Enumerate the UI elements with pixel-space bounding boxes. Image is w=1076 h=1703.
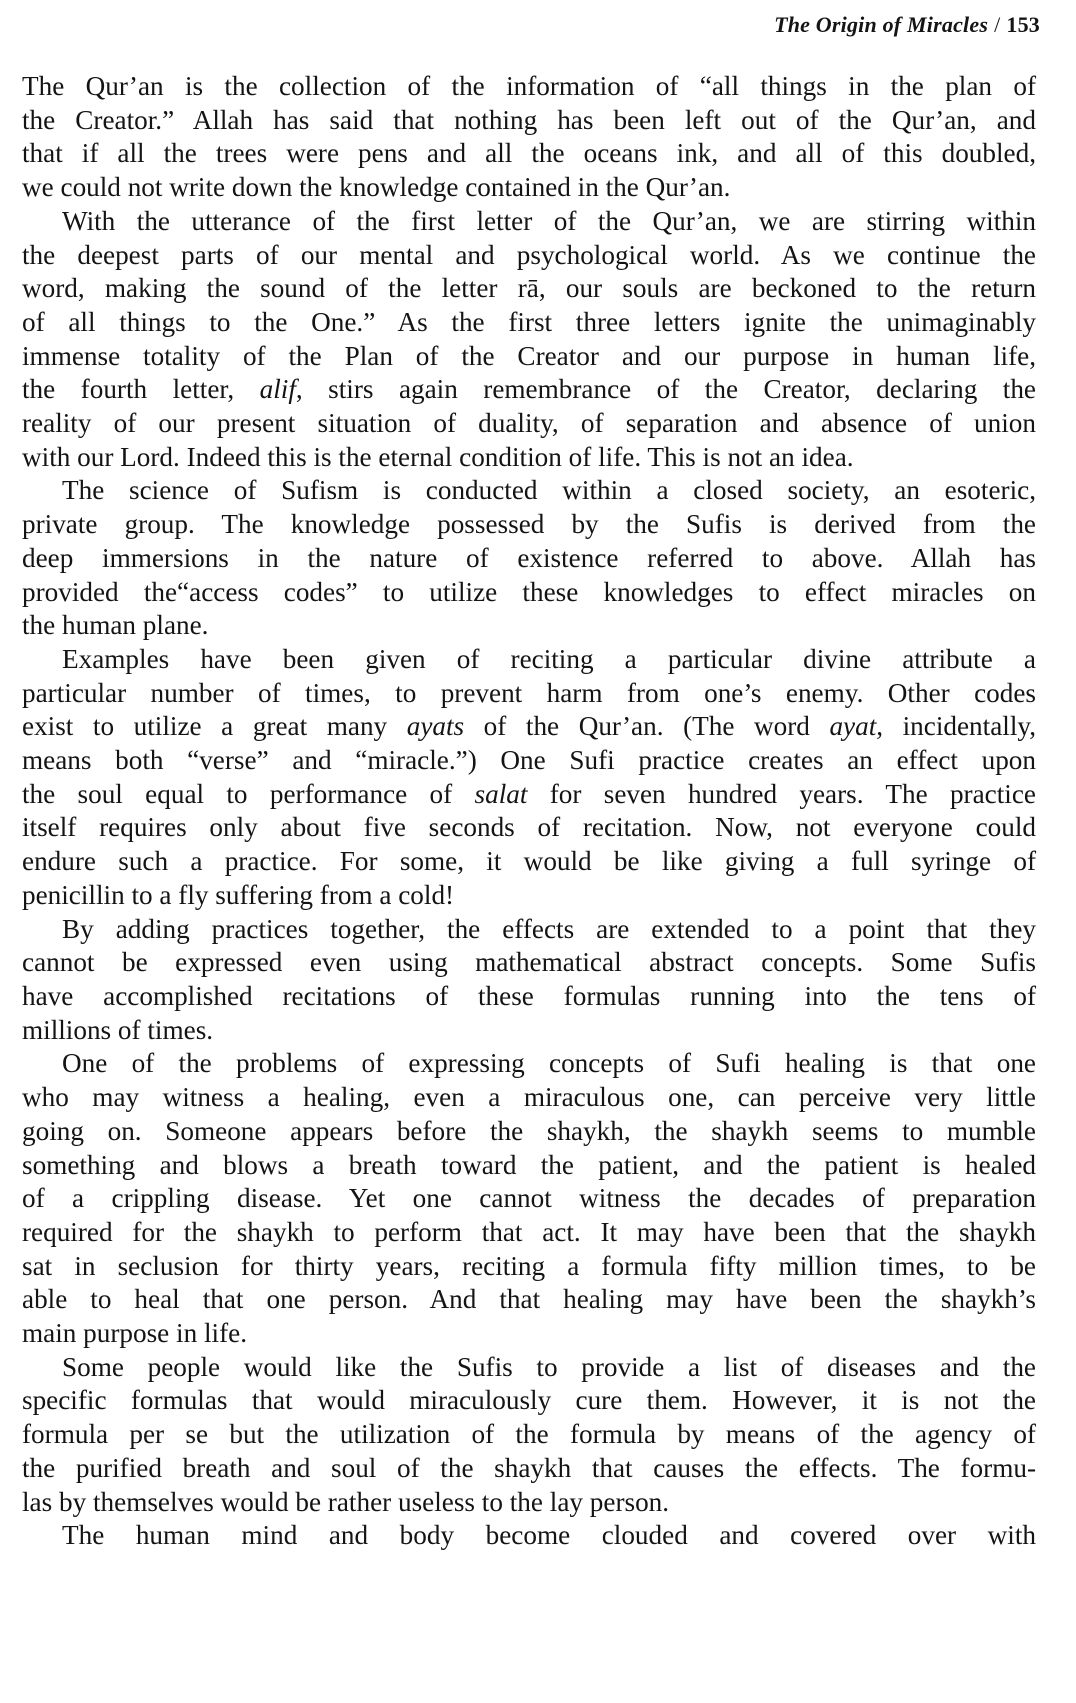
text-line: able to heal that one person. And that healing may have been the shaykh’s (22, 1284, 1036, 1315)
page-number: 153 (1006, 12, 1040, 37)
paragraph (22, 643, 1036, 913)
running-head (774, 12, 1040, 38)
text-line: penicillin to a fly suffering from a cold! (22, 879, 455, 910)
chapter-title: The Origin of Miracles (774, 12, 989, 37)
text-line: going on. Someone appears before the shaykh, the shaykh seems to mumble (22, 1115, 1036, 1146)
text-line: of all things to the One.” As the first three letters ignite the unimaginably (22, 306, 1036, 337)
text-line: The human mind and body become clouded and covered over with (62, 1520, 1036, 1551)
text-line: the fourth letter, alif, stirs again remembrance of the Creator, declaring the (22, 374, 1036, 405)
text-line: provided the“access codes” to utilize these knowledges to effect miracles on (22, 576, 1036, 607)
header-separator: / (994, 12, 1001, 37)
text-line: deep immersions in the nature of existence referred to above. Allah has (22, 542, 1036, 573)
text-line: By adding practices together, the effects are extended to a point that they (62, 913, 1036, 944)
text-line: cannot be expressed even using mathematical abstract concepts. Some Sufis (22, 947, 1036, 978)
paragraph (22, 474, 1036, 643)
text-line: particular number of times, to prevent harm from one’s enemy. Other codes (22, 677, 1036, 708)
text-line: the purified breath and soul of the shaykh that causes the effects. The formu- (22, 1452, 1036, 1483)
text-line: Some people would like the Sufis to provide a list of diseases and the (62, 1351, 1036, 1382)
text-line: sat in seclusion for thirty years, reciting a formula fifty million times, to be (22, 1250, 1036, 1281)
text-line: Examples have been given of reciting a particular divine attribute a (62, 643, 1036, 674)
text-line: private group. The knowledge possessed by the Sufis is derived from the (22, 509, 1036, 540)
text-line: means both “verse” and “miracle.”) One Sufi practice creates an effect upon (22, 745, 1036, 776)
text-line: main purpose in life. (22, 1318, 248, 1349)
text-line: word, making the sound of the letter rā, our souls are beckoned to the return (22, 273, 1036, 304)
paragraph (22, 1351, 1036, 1520)
paragraph (22, 70, 1036, 205)
text-line: reality of our present situation of duality, of separation and absence of union (22, 408, 1036, 439)
text-line: endure such a practice. For some, it would be like giving a full syringe of (22, 846, 1036, 877)
text-line: itself requires only about five seconds of recitation. Now, not everyone could (22, 812, 1036, 843)
text-line: exist to utilize a great many ayats of the Qur’an. (The word ayat, incidentally, (22, 711, 1036, 742)
paragraph (22, 913, 1036, 1048)
paragraph (22, 1519, 1036, 1553)
text-line: the soul equal to performance of salat for seven hundred years. The practice (22, 778, 1036, 809)
body-text (22, 70, 1036, 1553)
text-line: we could not write down the knowledge contained in the Qur’an. (22, 172, 731, 203)
text-line: las by themselves would be rather useless to the lay person. (22, 1486, 670, 1517)
text-line: The Qur’an is the collection of the information of “all things in the plan of (22, 71, 1036, 101)
text-line: the Creator.” Allah has said that nothing has been left out of the Qur’an, and (22, 104, 1036, 135)
text-line: who may witness a healing, even a miraculous one, can perceive very little (22, 1082, 1036, 1113)
text-line: that if all the trees were pens and all the oceans ink, and all of this doubled, (22, 138, 1036, 169)
text-line: have accomplished recitations of these formulas running into the tens of (22, 980, 1036, 1011)
text-line: the human plane. (22, 610, 209, 641)
text-line: of a crippling disease. Yet one cannot witness the decades of preparation (22, 1183, 1036, 1214)
text-line: One of the problems of expressing concepts of Sufi healing is that one (62, 1048, 1036, 1079)
paragraph (22, 1047, 1036, 1350)
paragraph (22, 205, 1036, 475)
text-line: millions of times. (22, 1014, 214, 1045)
text-line: The science of Sufism is conducted within a closed society, an esoteric, (62, 475, 1036, 506)
text-line: with our Lord. Indeed this is the eternal condition of life. This is not an idea. (22, 441, 854, 472)
text-line: specific formulas that would miraculously cure them. However, it is not the (22, 1385, 1036, 1416)
text-line: immense totality of the Plan of the Creator and our purpose in human life, (22, 340, 1036, 371)
text-line: required for the shaykh to perform that act. It may have been that the shaykh (22, 1216, 1036, 1247)
text-line: the deepest parts of our mental and psychological world. As we continue the (22, 239, 1036, 270)
text-line: formula per se but the utilization of the formula by means of the agency of (22, 1419, 1036, 1450)
text-line: With the utterance of the first letter of the Qur’an, we are stirring within (62, 205, 1036, 236)
text-line: something and blows a breath toward the patient, and the patient is healed (22, 1149, 1036, 1180)
